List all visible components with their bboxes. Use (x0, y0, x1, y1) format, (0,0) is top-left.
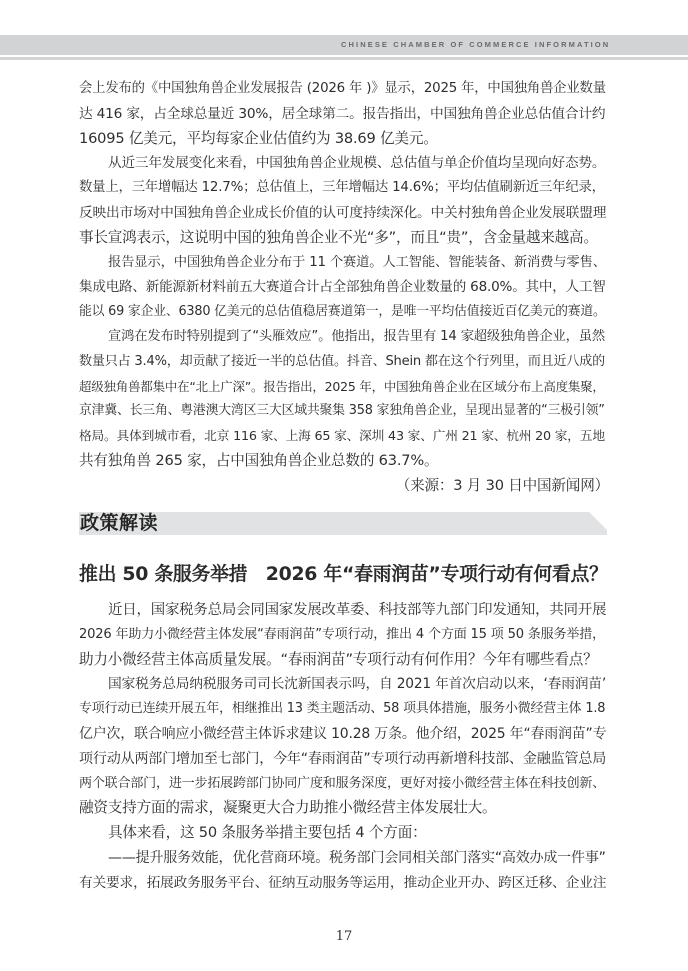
text-line: ——提升服务效能，优化营商环境。税务部门会同相关部门落实“高效办成一件事” (108, 849, 606, 866)
article-title: 推出 50 条服务举措 2026 年“春雨润苗”专项行动有何看点？ (79, 563, 608, 585)
text-line: 亿户次，联合响应小微经营主体诉求建议 10.28 万条。他介绍，2025 年“春雨润苗”专 (79, 725, 607, 742)
article-1-body (79, 77, 609, 499)
text-line: 从近三年发展变化来看，中国独角兽企业规模、总估值与单企价值均呈现向好态势。 (108, 155, 606, 172)
section-title: 政策解读 (80, 512, 159, 534)
text-line: 能以 69 家企业、6380 亿美元的总估值稳居赛道第一，是唯一平均估值接近百亿美元的赛道。 (79, 304, 606, 320)
page-number: 17 (335, 929, 353, 944)
paragraph (79, 151, 609, 250)
paragraph (79, 77, 609, 151)
text-line: 格局。具体到城市看，北京 116 家、上海 65 家、深圳 43 家、广州 21 家、杭州 20 家，五地 (79, 428, 605, 444)
section-band (79, 512, 607, 535)
text-line: 助力小微经营主体高质量发展。“春雨润苗”专项行动有何作用？今年有哪些看点？ (79, 650, 598, 668)
text-line: 16095 亿美元，平均每家企业估值约为 38.69 亿美元。 (79, 129, 438, 147)
text-line: 宣鸿在发布时特别提到了“头雁效应”。他指出，报告里有 14 家超级独角兽企业，虽然 (108, 328, 605, 344)
paragraph (79, 251, 609, 325)
text-line: 有关要求，拓展政务服务平台、征纳互动服务等运用，推动企业开办、跨区迁移、企业注 (79, 874, 607, 891)
text-line: 报告显示，中国独角兽企业分布于 11 个赛道。人工智能、智能装备、新消费与零售、 (108, 254, 606, 270)
paragraph (79, 672, 609, 821)
text-line: 2026 年助力小微经营主体发展“春雨润苗”专项行动，推出 4 个方面 15 项 50 条服务举措， (79, 626, 606, 642)
text-line: 会上发布的《中国独角兽企业发展报告 (2026 年 )》显示，2025 年，中国独角兽企业数量 (79, 81, 606, 96)
text-line: 集成电路、新能源新材料前五大赛道合计占全部独角兽企业数量的 68.0%。其中，人工智 (79, 279, 606, 296)
text-line: 融资支持方面的需求，凝聚更大合力助推小微经营主体发展壮大。 (79, 799, 497, 817)
text-line: 京津冀、长三角、粤港澳大湾区三大区域共聚集 358 家独角兽企业，呈现出显著的“三极引领” (79, 403, 605, 419)
publication-name: CHINESE CHAMBER OF COMMERCE INFORMATION (341, 40, 611, 49)
paragraph (79, 821, 609, 846)
source-citation: （来源：3 月 30 日中国新闻网） (395, 476, 609, 494)
text-line: 反映出市场对中国独角兽企业成长价值的认可度持续深化。中关村独角兽企业发展联盟理 (79, 204, 607, 221)
text-line: 国家税务总局纳税服务司司长沈新国表示吗，自 2021 年首次启动以来，‘春雨润苗’ (108, 676, 607, 693)
text-line: 超级独角兽都集中在“北上广深”。报告指出，2025 年，中国独角兽企业在区域分布上高度集聚， (79, 378, 605, 394)
text-line: 数量上，三年增幅达 12.7%；总估值上，三年增幅达 14.6%；平均估值刷新近三年纪录， (79, 180, 605, 196)
text-line: 数量只占 3.4%，却贡献了接近一半的总估值。抖音、Shein 都在这个行列里，而且近八成的 (79, 353, 605, 369)
text-line: 专项行动已连续开展五年，相继推出 13 类主题活动、58 项具体措施，服务小微经营主体 1.8 (79, 701, 606, 717)
paragraph (79, 846, 609, 896)
article-2-body (79, 598, 609, 896)
text-line: 事长宣鸿表示，这说明中国的独角兽企业不光“多”，而且“贵”，含金量越来越高。 (79, 228, 598, 246)
text-line: 达 416 家，占全球总量近 30%，居全球第二。报告指出，中国独角兽企业总估值合计约 (79, 105, 606, 122)
text-line: 项行动从两部门增加至七部门，今年“春雨润苗”专项行动再新增科技部、金融监管总局 (79, 750, 607, 767)
header-divider (0, 57, 688, 60)
text-line: 近日，国家税务总局会同国家发展改革委、科技部等九部门印发通知，共同开展 (108, 602, 607, 618)
text-line: 两个联合部门，进一步拓展跨部门协同广度和服务深度，更好对接小微经营主体在科技创新、 (79, 775, 606, 791)
paragraph (79, 325, 609, 494)
text-line: 具体来看，这 50 条服务举措主要包括 4 个方面： (108, 824, 427, 842)
paragraph (79, 598, 609, 672)
text-fragment: 共有独角兽 265 家，占中国独角兽企业总数的 63.7%。 (79, 451, 439, 469)
text-line (79, 449, 609, 494)
